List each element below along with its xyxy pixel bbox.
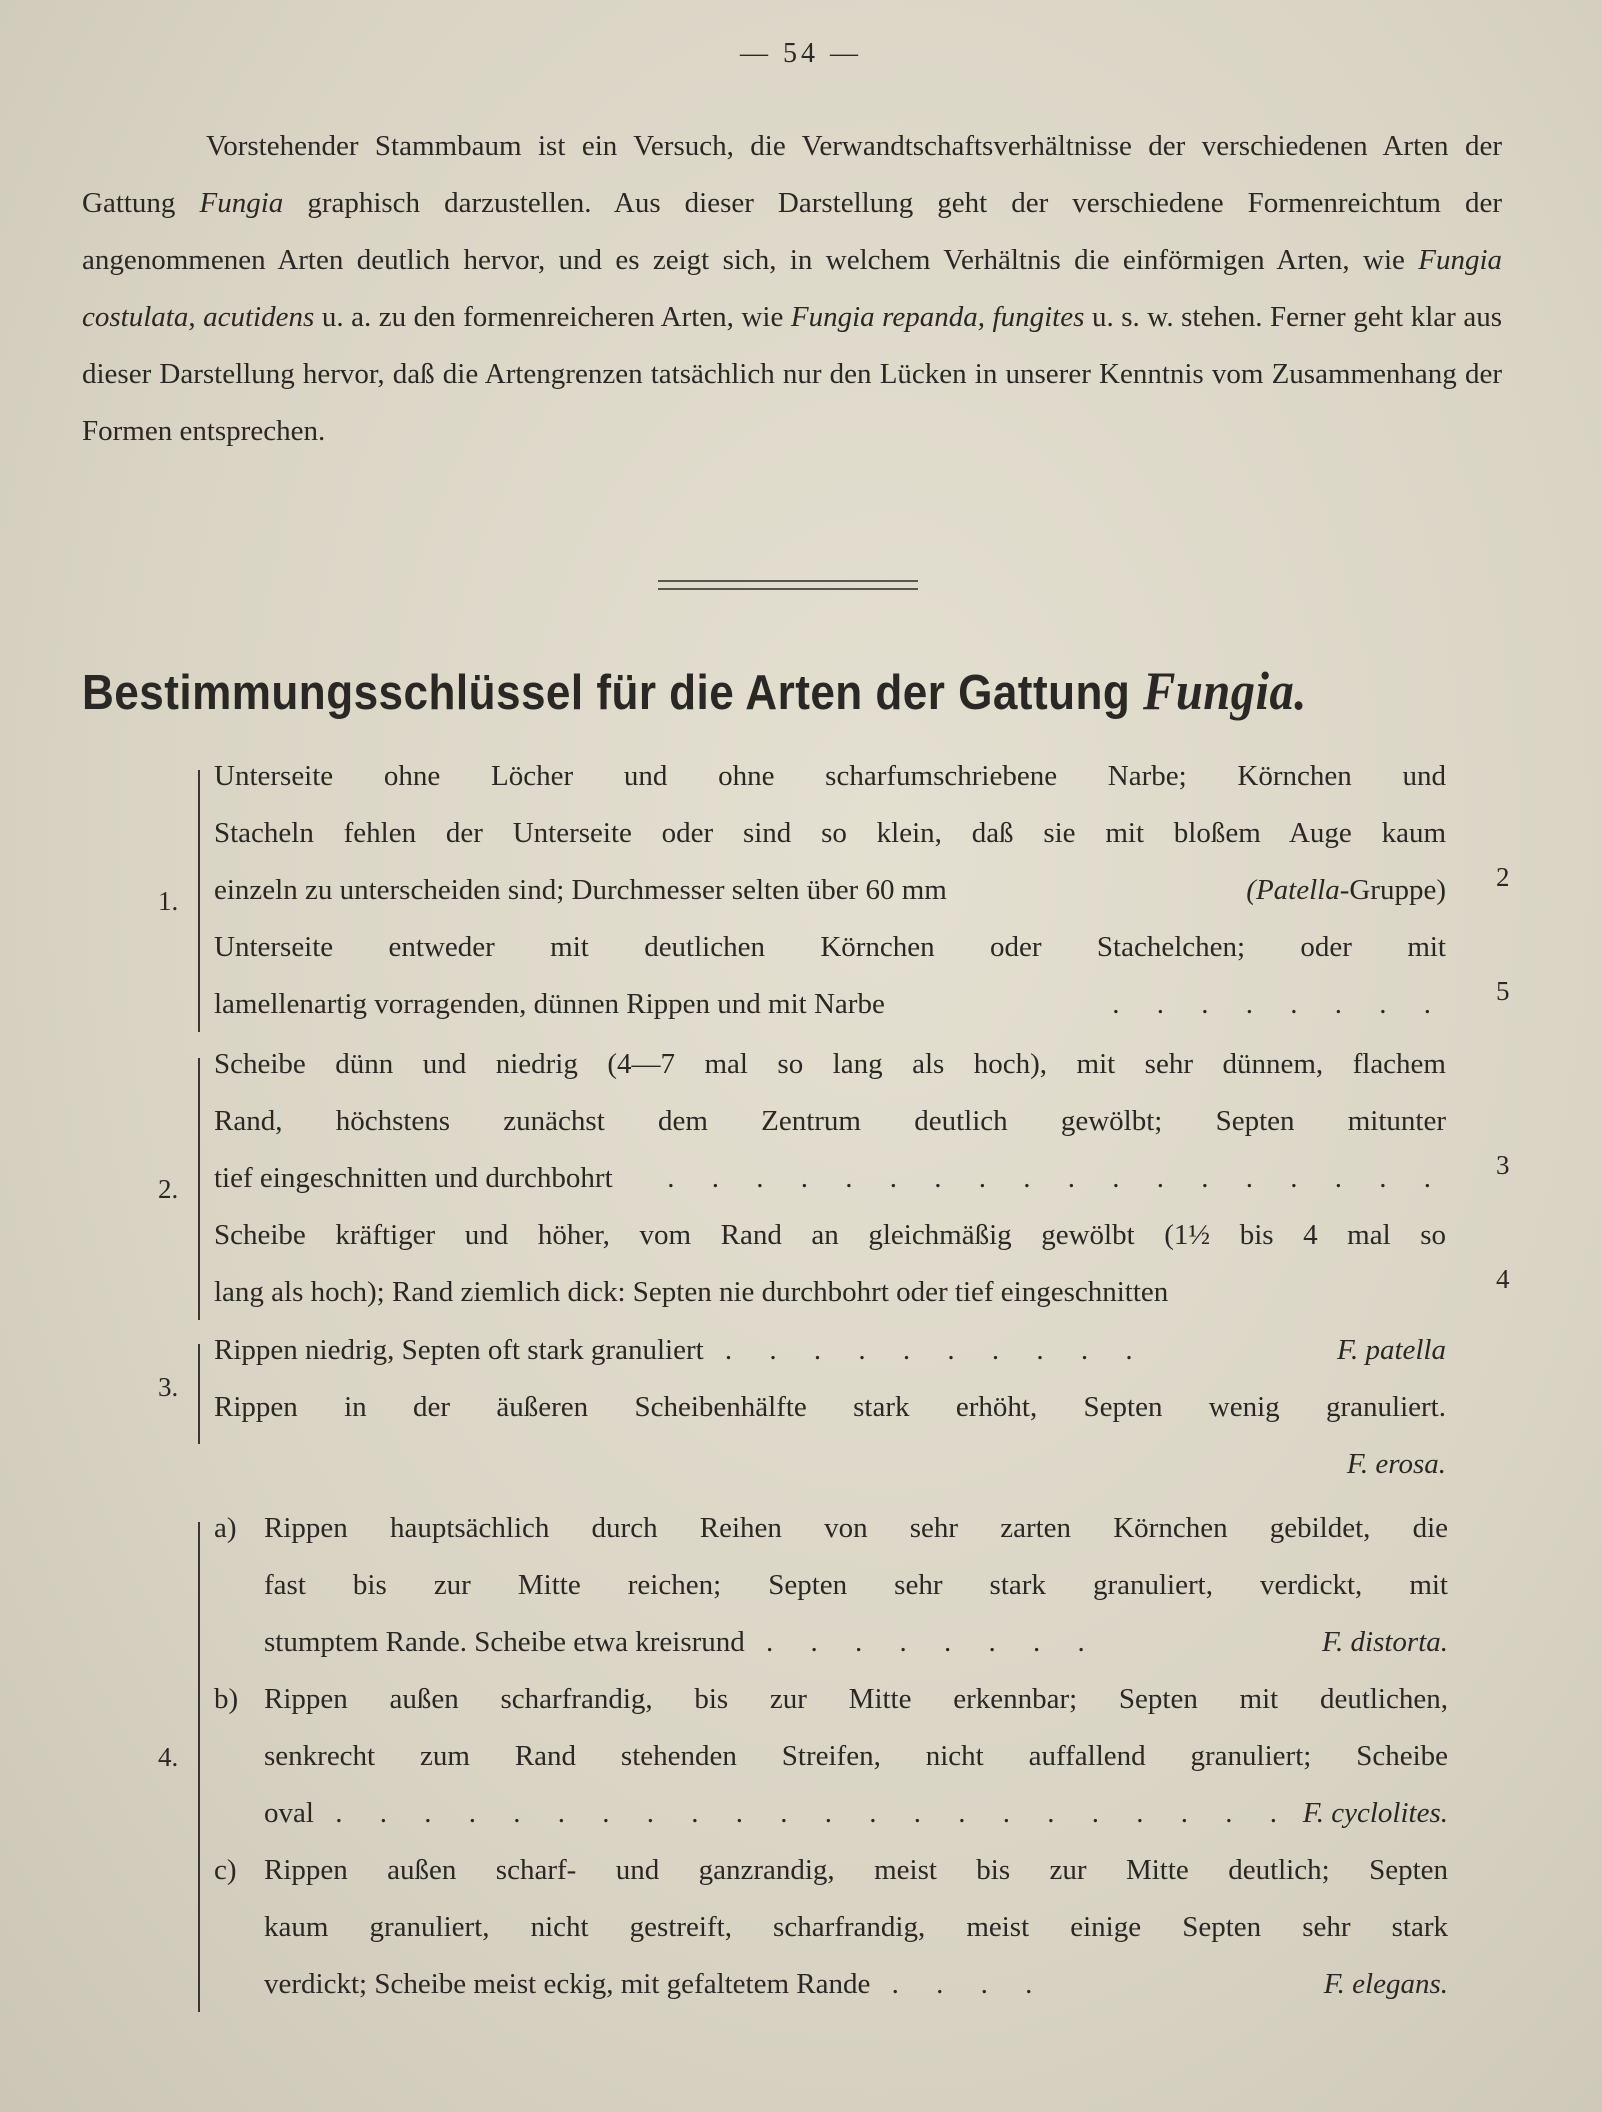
key-4a-text: Rippen hauptsächlich durch Reihen von sehr zarten Körnchen gebildet, die: [264, 1512, 1448, 1544]
key-4b-line: [214, 1671, 1448, 1728]
key-4a-line: [214, 1500, 1448, 1557]
key-1-line: Unterseite ohne Löcher und ohne scharfumschriebene Narbe; Körnchen und: [214, 760, 1446, 792]
key-4b-line: [214, 1785, 1448, 1842]
goto-number: 3: [1496, 1150, 1510, 1180]
option-label: c): [214, 1854, 237, 1886]
key-1-line: [214, 862, 1446, 919]
option-label: b): [214, 1683, 239, 1715]
key-4b-text: oval: [264, 1797, 314, 1829]
key-number-1: 1.: [158, 886, 179, 916]
key-1-lines: [214, 748, 1446, 1033]
intro-text-2: graphisch darzustellen. Aus dieser Darstellung geht der verschiedene Formenreichtum der angenommenen Arten deutlich hervor, und es zeigt sich, in welchem Verhältnis die einförmigen Arten, wie: [82, 187, 1503, 276]
heading-text: Bestimmungsschlüssel für die Arten der Gattung: [82, 666, 1131, 720]
key-number-2: 2.: [158, 1174, 179, 1204]
leader-dots: . . . .: [891, 1968, 1048, 2000]
key-4a-text: stumptem Rande. Scheibe etwa kreisrund: [264, 1626, 745, 1658]
key-number-3: 3.: [158, 1372, 179, 1402]
leader-dots: . . . . . . . .: [1112, 988, 1446, 1020]
leader-dots: . . . . . . . . . . . . . . . . . .: [667, 1162, 1446, 1194]
brace-3: [198, 1344, 200, 1444]
key-3-line: [214, 1436, 1446, 1493]
key-4c-text: kaum granuliert, nicht gestreift, scharfrandig, meist einige Septen sehr stark: [264, 1911, 1448, 1943]
option-label: a): [214, 1512, 237, 1544]
brace-4: [198, 1522, 200, 2012]
leader-dots: . . . . . . . . . . . . . . . . . . . . . .: [335, 1797, 1292, 1829]
intro-text-3: u. a. zu den formenreicheren Arten, wie: [321, 301, 784, 333]
key-1-line-text: lamellenartig vorragenden, dünnen Rippen und mit Narbe: [214, 988, 885, 1020]
key-1-line: Unterseite entweder mit deutlichen Körnchen oder Stachelchen; oder mit: [214, 931, 1446, 963]
key-1-line: [214, 976, 1446, 1033]
key-1-group-suffix: -Gruppe): [1339, 874, 1446, 906]
species-name: F. patella: [1336, 1334, 1446, 1366]
key-1-line-text: einzeln zu unterscheiden sind; Durchmesser selten über 60 mm: [214, 874, 947, 906]
key-3-line-text: Rippen niedrig, Septen oft stark granuliert: [214, 1334, 704, 1366]
leader-dots: . . . . . . . . . .: [724, 1334, 1148, 1366]
page-number: — 54 —: [740, 38, 862, 69]
species-name: F. erosa.: [1346, 1448, 1446, 1480]
species-name: F. cyclolites.: [1302, 1797, 1448, 1829]
brace-1: [198, 770, 200, 1032]
species-name: F. distorta.: [1322, 1626, 1448, 1658]
goto-number: 4: [1496, 1264, 1510, 1294]
species-name: F. elegans.: [1323, 1968, 1448, 2000]
key-4c-text: verdickt; Scheibe meist eckig, mit gefaltetem Rande: [264, 1968, 871, 2000]
heading-genus: Fungia.: [1142, 661, 1307, 721]
section-divider: [658, 580, 918, 590]
leader-dots: . . . . . . . .: [766, 1626, 1100, 1658]
key-2-lines: [214, 1036, 1446, 1321]
intro-paragraph: [82, 118, 1502, 460]
key-3-line: [214, 1322, 1446, 1379]
key-4c-line: [214, 1842, 1448, 1899]
key-2-line: Scheibe kräftiger und höher, vom Rand an gleichmäßig gewölbt (1½ bis 4 mal so: [214, 1219, 1446, 1251]
intro-text-1: Vorstehender Stammbaum ist ein Versuch, die Verwandtschaftsverhältnisse der verschiedenen Arten der Gattung: [82, 130, 1502, 219]
goto-number: 5: [1496, 976, 1510, 1006]
intro-species-2: Fungia repanda, fungites: [790, 301, 1085, 333]
key-2-line: lang als hoch); Rand ziemlich dick: Septen nie durchbohrt oder tief eingeschnitten: [214, 1276, 1169, 1308]
key-3-line: Rippen in der äußeren Scheibenhälfte stark erhöht, Septen wenig granuliert.: [214, 1391, 1446, 1423]
intro-species-1: Fungia costulata, acutidens: [82, 244, 1503, 333]
key-4b-line: [214, 1728, 1448, 1785]
goto-number: 2: [1496, 862, 1510, 892]
key-3-lines: [214, 1322, 1446, 1493]
key-1-group-genus: (Patella: [1246, 874, 1340, 906]
key-4b-text: Rippen außen scharfrandig, bis zur Mitte erkennbar; Septen mit deutlichen,: [264, 1683, 1448, 1715]
key-heading: [82, 660, 1378, 722]
key-2-line-text: tief eingeschnitten und durchbohrt: [214, 1162, 613, 1194]
key-4a-text: fast bis zur Mitte reichen; Septen sehr stark granuliert, verdickt, mit: [264, 1569, 1448, 1601]
key-4b-text: senkrecht zum Rand stehenden Streifen, nicht auffallend granuliert; Scheibe: [264, 1740, 1448, 1772]
key-2-line: [214, 1150, 1446, 1207]
key-2-line: Scheibe dünn und niedrig (4—7 mal so lang als hoch), mit sehr dünnem, flachem: [214, 1048, 1446, 1080]
key-1-line: Stacheln fehlen der Unterseite oder sind so klein, daß sie mit bloßem Auge kaum: [214, 817, 1446, 849]
key-4-lines: [214, 1500, 1448, 2013]
intro-text-4: u. s. w. stehen. Ferner geht klar aus dieser Darstellung hervor, daß die Artengrenzen tatsächlich nur den Lücken in unserer Kenntnis vom Zusammenhang der Formen entsprechen.: [82, 301, 1503, 447]
brace-2: [198, 1058, 200, 1320]
intro-genus: Fungia: [199, 187, 284, 219]
key-number-4: 4.: [158, 1742, 179, 1772]
key-4a-line: [214, 1614, 1448, 1671]
key-4c-line: [214, 1956, 1448, 2013]
key-4c-line: [214, 1899, 1448, 1956]
key-1-group-ref: [1246, 862, 1446, 919]
key-4a-line: [214, 1557, 1448, 1614]
key-2-line: Rand, höchstens zunächst dem Zentrum deutlich gewölbt; Septen mitunter: [214, 1105, 1446, 1137]
key-4c-text: Rippen außen scharf- und ganzrandig, meist bis zur Mitte deutlich; Septen: [264, 1854, 1448, 1886]
